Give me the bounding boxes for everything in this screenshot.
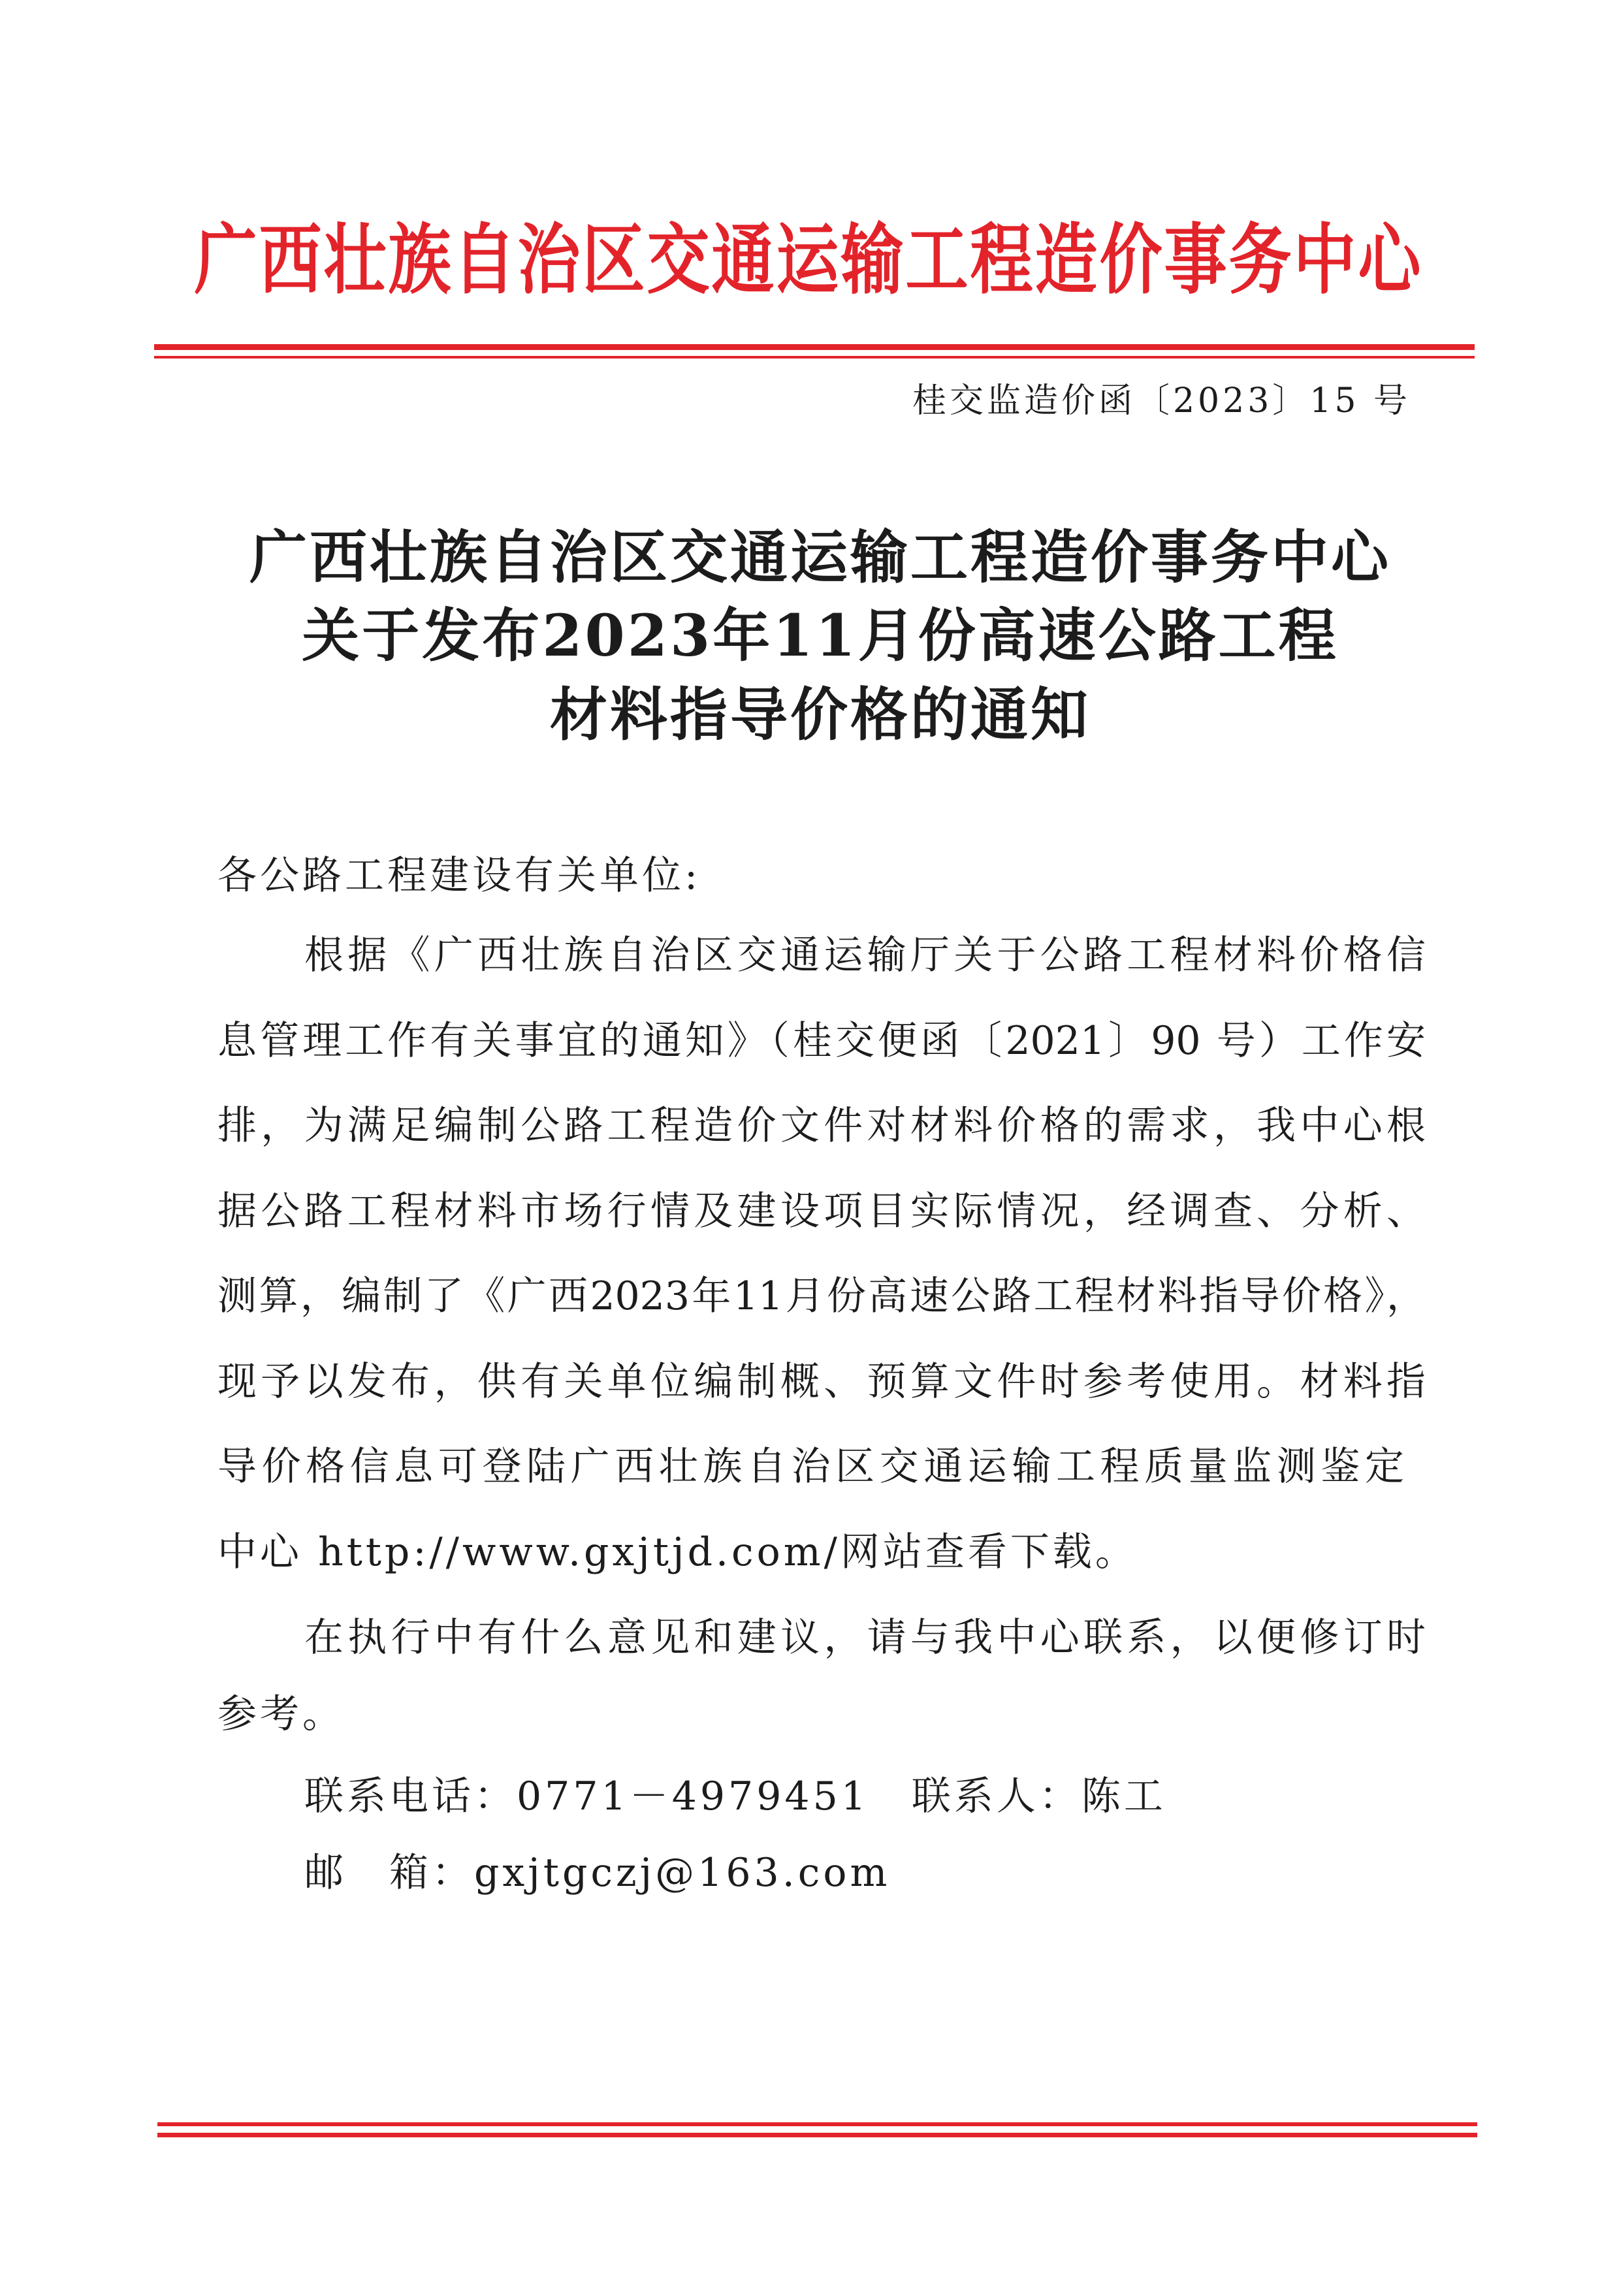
body-line-website: 中心 http://www.gxjtjd.com/网站查看下载。: [217, 1529, 1138, 1575]
letterhead-org-name: 广西壮族自治区交通运输工程造价事务中心: [194, 214, 1423, 305]
body-line: 息管理工作有关事宜的通知》（桂交便函〔2021〕90 号）工作安: [217, 1018, 1426, 1064]
body-line: 测算，编制了《广西2023年11月份高速公路工程材料指导价格》，: [217, 1273, 1426, 1319]
body-line: 根据《广西壮族自治区交通运输厅关于公路工程材料价格信: [304, 933, 1426, 978]
contact-phone-line: 联系电话：0771－4979451 联系人：陈工: [304, 1774, 1166, 1819]
body-line: 排，为满足编制公路工程造价文件对材料价格的需求，我中心根: [217, 1103, 1426, 1149]
letterhead-rule-thick: [154, 344, 1475, 350]
body-line: 在执行中有什么意见和建议，请与我中心联系，以便修订时: [304, 1615, 1426, 1661]
body-line: 导价格信息可登陆广西壮族自治区交通运输工程质量监测鉴定: [217, 1444, 1404, 1490]
footer-rule: [157, 2122, 1477, 2126]
letterhead-rule-thin: [154, 356, 1475, 359]
body-line: 参考。: [217, 1691, 345, 1737]
notice-title-line: 广西壮族自治区交通运输工程造价事务中心: [249, 523, 1391, 591]
notice-title-line: 关于发布2023年11月份高速公路工程: [302, 601, 1339, 669]
body-line: 据公路工程材料市场行情及建设项目实际情况，经调查、分析、: [217, 1188, 1426, 1234]
salutation: 各公路工程建设有关单位:: [217, 853, 701, 899]
body-line: 现予以发布，供有关单位编制概、预算文件时参考使用。材料指: [217, 1359, 1426, 1405]
document-number: 桂交监造价函〔2023〕15 号: [912, 381, 1411, 421]
contact-email-line: 邮 箱：gxjtgczj@163.com: [304, 1850, 891, 1896]
notice-title-line: 材料指导价格的通知: [549, 680, 1091, 748]
footer-rule: [157, 2133, 1477, 2137]
